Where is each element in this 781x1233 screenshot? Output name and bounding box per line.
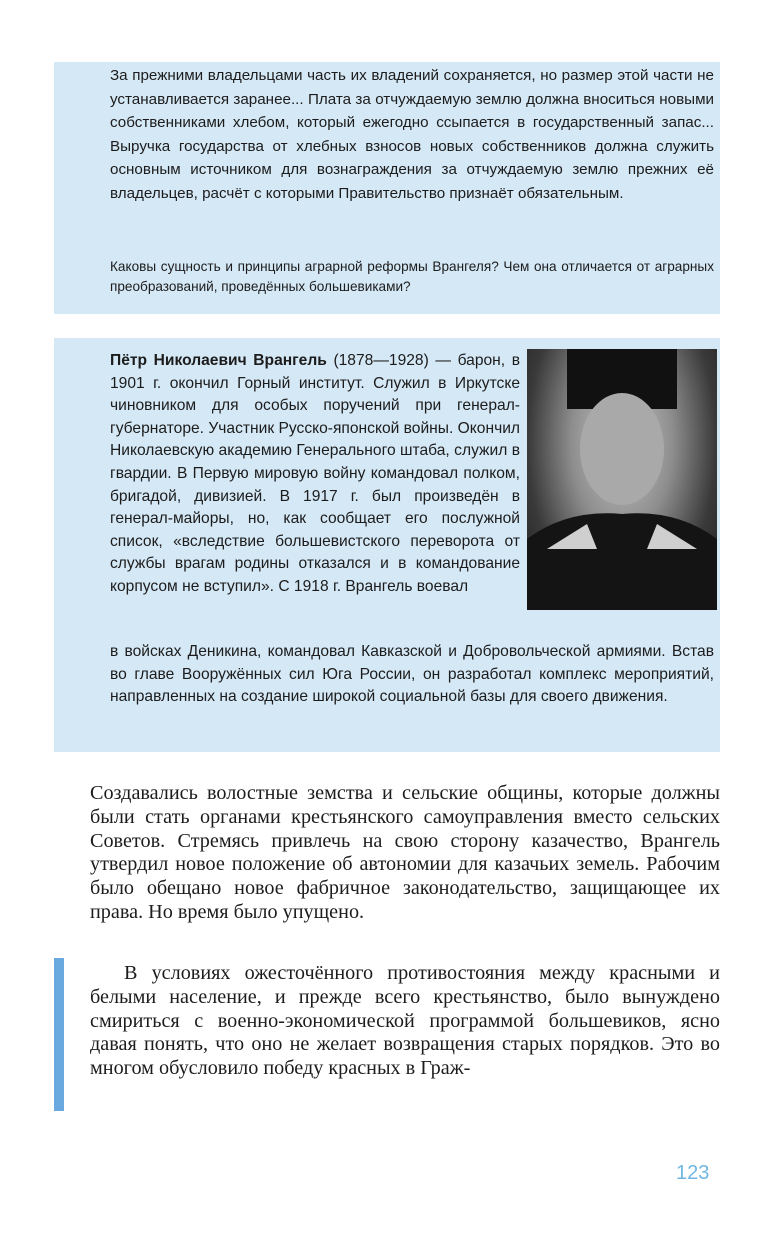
page-number: 123 [676, 1162, 710, 1184]
body-paragraph: Создавались волостные земства и сельские общины, которые должны были стать органами крестьянского самоуправления вместо сельских Советов. Стремясь привлечь на свою сторону казачество, Врангель утвердил новое положение об автономии для казачьих земель. Рабочим было обещано новое фабричное законодательство, защищающее их права. Но время было упущено. [90, 782, 720, 923]
biography-text [110, 350, 520, 599]
biography-main: (1878—1928) — барон, в 1901 г. окончил Горный институт. Служил в Иркутске чиновником для особых поручений при генерал-губернаторе. Участник Русско-японской войны. Окончил Николаевскую академию Генерального штаба, служил в гвардии. В Первую мировую войну командовал полком, бригадой, дивизией. В 1917 г. был произведён в генерал-майоры, но, как сообщает его послужной список, «вследствие большевистского переворота от службы врагам родины отказался и в командование корпусом не вступил». С 1918 г. Врангель воевал [110, 352, 520, 595]
biography-name: Пётр Николаевич Врангель [110, 352, 327, 369]
document-quote-text: За прежними владельцами часть их владений сохраняется, но размер этой части не устанавливается заранее... Плата за отчуждаемую землю должна вноситься новыми собственниками хлебом, который ежегодно ссыпается в государственный запас... Выручка государства от хлебных взносов новых собственников должна служить основным источником для вознаграждения за отчуждаемую землю прежних её владельцев, расчёт с которыми Правительство признаёт обязательным. [110, 67, 714, 202]
document-quote-question: Каковы сущность и принципы аграрной реформы Врангеля? Чем она отличается от аграрных преобразований, проведённых большевиками? [110, 259, 714, 294]
wrangel-portrait-photo [527, 349, 717, 610]
biography-text-continued: в войсках Деникина, командовал Кавказской и Добровольческой армиями. Встав во главе Вооружённых сил Юга России, он разработал комплекс мероприятий, направленных на создание широкой социальной базы для своего движения. [110, 643, 714, 706]
excerpt-side-bar [54, 958, 64, 1111]
body-excerpt: В условиях ожесточённого противостояния между красными и белыми население, и прежде всего крестьянство, было вынуждено смириться с военно-экономической программой большевиков, ясно давая понять, что оно не желает возвращения старых порядков. Это во многом обусловило победу красных в Граж- [90, 962, 720, 1080]
